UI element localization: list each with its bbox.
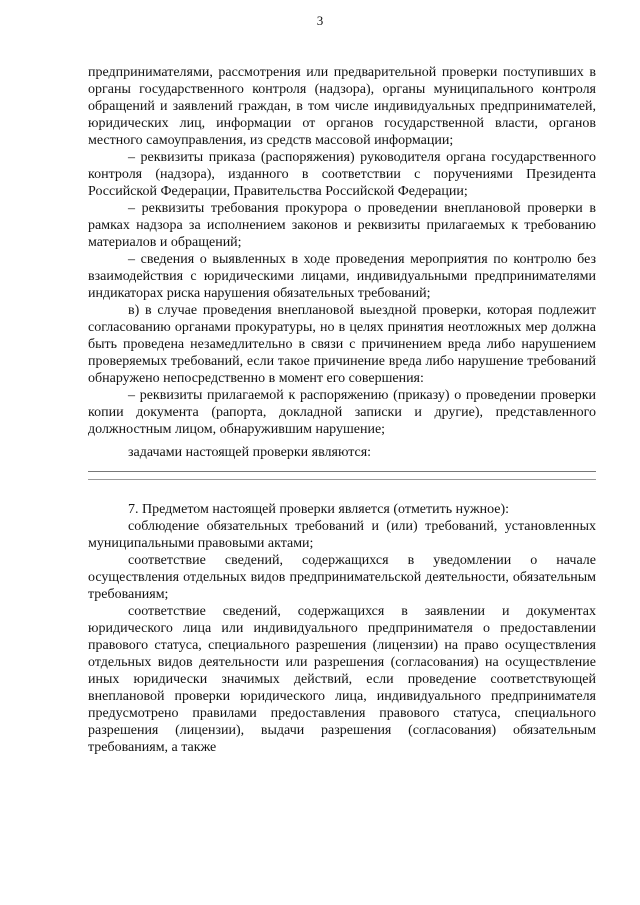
page-number: 3: [316, 13, 324, 28]
fill-in-line: [88, 471, 596, 472]
paragraph-tasks-heading: задачами настоящей проверки являются:: [128, 445, 372, 460]
paragraph-compliance: соблюдение обязательных требований и (или) требований, установленных муниципальными правовыми актами;: [88, 519, 596, 551]
paragraph-application-compliance: соответствие сведений, содержащихся в заявлении и документах юридического лица или индивидуального предпринимателя о предоставлении правового статуса, специального разрешения (лицензии) на право осуществления отдельных видов деятельности или разрешения (согласования) на осуществление иных юридически значимых действий, если проведение соответствующей внеплановой проверки юридического лица, индивидуального предпринимателя предусмотрено правилами предоставления правового статуса, специального разрешения (лицензии), выдачи разрешения (согласования) обязательным требованиям, а также: [88, 604, 596, 755]
paragraph-prosecutor-requirement: – реквизиты требования прокурора о проведении внеплановой проверки в рамках надзора за исполнением законов и реквизиты прилагаемых к требованию материалов и обращений;: [88, 201, 596, 250]
section-7-heading: 7. Предметом настоящей проверки является (отметить нужное):: [128, 502, 510, 517]
paragraph-attached-document: – реквизиты прилагаемой к распоряжению (приказу) о проведении проверки копии документа (рапорта, докладной записки и другие), представленного должностным лицом, обнаружившим нарушение;: [88, 388, 596, 437]
paragraph-item-v: в) в случае проведения внеплановой выездной проверки, которая подлежит согласованию органами прокуратуры, но в целях принятия неотложных мер должна быть проведена незамедлительно в связи с причинением вреда либо нарушением проверяемых требований, если такое причинение вреда либо нарушение требований обнаружено непосредственно в момент его совершения:: [88, 303, 596, 386]
document-body: [88, 64, 596, 756]
paragraph-notification-compliance: соответствие сведений, содержащихся в уведомлении о начале осуществления отдельных видов предпринимательской деятельности, обязательным требованиям;: [88, 553, 596, 602]
paragraph-order-details: – реквизиты приказа (распоряжения) руководителя органа государственного контроля (надзора), изданного в соответствии с поручениями Президента Российской Федерации, Правительства Российской Федерации;: [88, 150, 596, 199]
fill-in-line: [88, 479, 596, 480]
fill-in-lines: [88, 471, 596, 480]
paragraph-continuation: предпринимателями, рассмотрения или предварительной проверки поступивших в органы государственного контроля (надзора), органы муниципального контроля обращений и заявлений граждан, в том числе индивидуальных предпринимателей, юридических лиц, информации от органов государственной власти, органов местного самоуправления, из средств массовой информации;: [88, 65, 596, 148]
paragraph-risk-indicators: – сведения о выявленных в ходе проведения мероприятия по контролю без взаимодействия с юридическими лицами, индивидуальными предпринимателями индикаторах риска нарушения обязательных требований;: [88, 252, 596, 301]
